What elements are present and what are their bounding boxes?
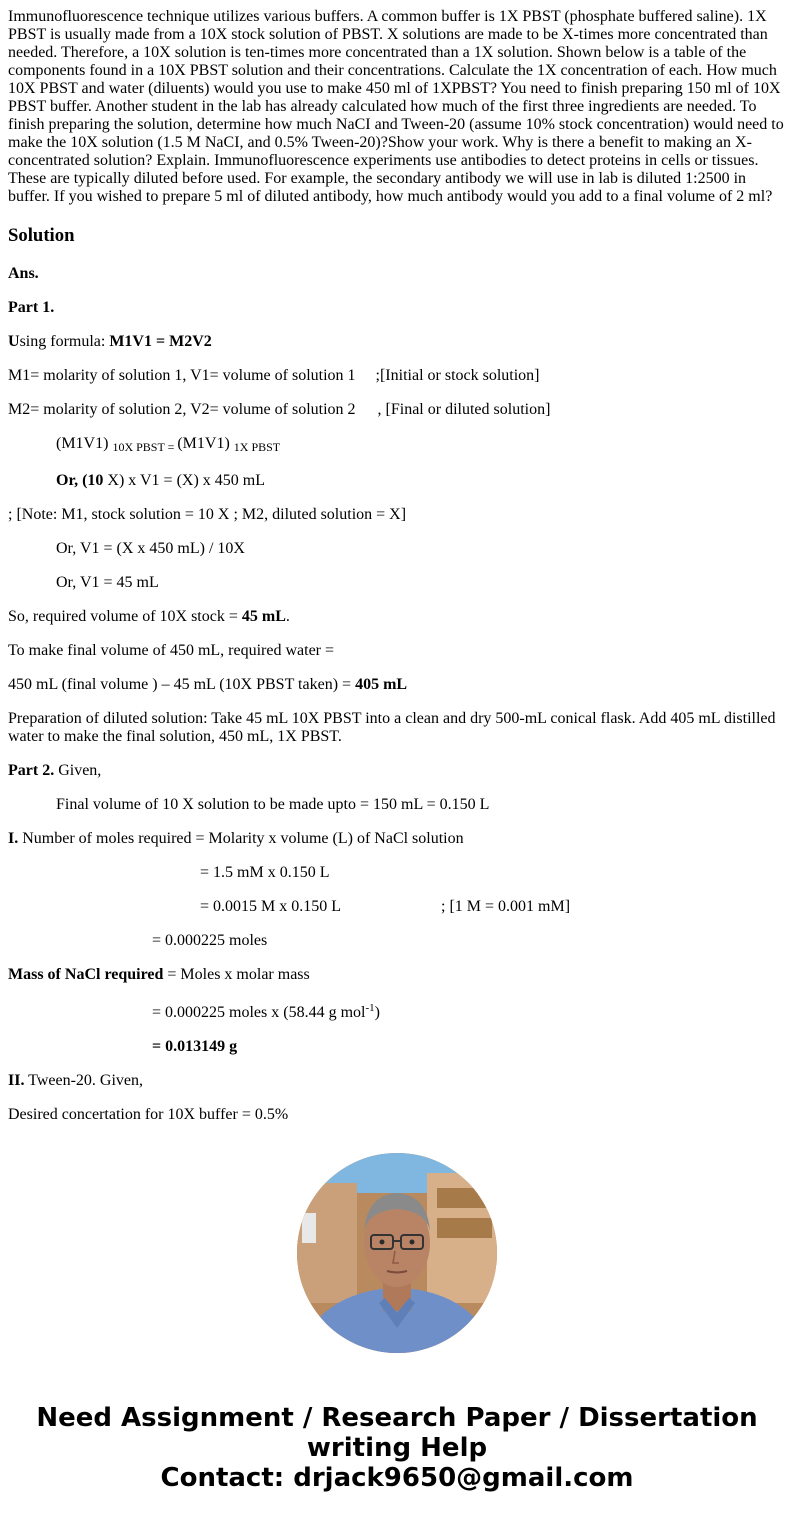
note-line: ; [Note: M1, stock solution = 10 X ; M2, diluted solution = X] bbox=[8, 506, 407, 523]
mass-result-line bbox=[8, 1038, 786, 1056]
question-text: Immunofluorescence technique utilizes various buffers. A common buffer is 1X PBST (phosphate buffered saline). 1X PBST is usually made from a 10X stock solution of PBST. X solutions are made to be X-times more concentrated than needed. Therefore, a 10X solution is ten-times more concentrated than a 1X solution. Shown below is a table of the components found in a 10X PBST solution and their concentrations. Calculate the 1X concentration of each. How much 10X PBST and water (diluents) would you use to make 450 ml of 1XPBST? You need to finish preparing 150 ml of 10X PBST buffer. Another student in the lab has already calculated how much of the first three ingredients are needed. To finish preparing the solution, determine how much NaCI and Tween-20 (assume 10% stock concentration) would need to make the 10X solution (1.5 M NaCI, and 0.5% Tween-20)?Show your work. Why is there a benefit to making an X-concentrated solution? Explain. Immunofluorescence experiments use antibodies to detect proteins in cells or tissues. These are typically diluted before used. For example, the secondary antibody we will use in lab is diluted 1:2500 in buffer. If you wished to prepare 5 ml of diluted antibody, how much antibody would you add to a final volume of 2 ml? bbox=[8, 8, 784, 205]
part2-label: Part 2. bbox=[8, 762, 55, 779]
formula-line bbox=[8, 333, 786, 351]
stock-text: So, required volume of 10X stock = bbox=[8, 608, 242, 625]
footer-line-3: Contact: drjack9650@gmail.com bbox=[160, 1463, 634, 1493]
equation-1 bbox=[8, 435, 786, 456]
tween-heading bbox=[8, 1072, 786, 1090]
footer-banner bbox=[0, 1403, 794, 1493]
eq1-left-sub: 10X PBST = bbox=[112, 440, 178, 454]
eq1-right: (M1V1) bbox=[177, 435, 234, 452]
mass-result: 0.013149 g bbox=[165, 1038, 238, 1055]
answer-label bbox=[8, 265, 786, 283]
calc-line-3: = 0.000225 moles bbox=[152, 932, 268, 949]
part2-given: Given, bbox=[54, 762, 102, 779]
calc2-text: = 0.0015 M x 0.150 L bbox=[200, 898, 342, 915]
m1-text: M1= molarity of solution 1, V1= volume of solution 1 bbox=[8, 367, 356, 384]
document-body bbox=[8, 8, 786, 1140]
m1-note: ;[Initial or stock solution] bbox=[375, 367, 540, 384]
footer-line-1: Need Assignment / Research Paper / Dissertation bbox=[36, 1403, 758, 1433]
moles-text: Number of moles required = Molarity x volume (L) of NaCl solution bbox=[18, 830, 464, 847]
final-volume-line: Final volume of 10 X solution to be made upto = 150 mL = 0.150 L bbox=[56, 796, 490, 813]
mass-label: Mass of NaCl required bbox=[8, 966, 164, 983]
avatar-photo bbox=[297, 1153, 497, 1353]
stock-volume-line bbox=[8, 608, 786, 626]
m1-definition bbox=[8, 367, 786, 385]
formula: M1V1 = M2V2 bbox=[109, 333, 212, 350]
formula-lead: sing formula: bbox=[19, 333, 110, 350]
part1-label: Part 1. bbox=[8, 299, 55, 316]
water-calc-line bbox=[8, 676, 786, 694]
moles-line bbox=[8, 830, 786, 848]
solution-heading: Solution bbox=[8, 225, 75, 246]
equation-2 bbox=[8, 472, 786, 490]
calc-line-1: = 1.5 mM x 0.150 L bbox=[200, 864, 330, 881]
eq2-bold: Or, (10 bbox=[56, 472, 108, 489]
stock-end: . bbox=[285, 608, 290, 625]
eq2-rest: X) x V1 = (X) x 450 mL bbox=[107, 472, 266, 489]
m2-note: , [Final or diluted solution] bbox=[377, 401, 551, 418]
eq1-left: (M1V1) bbox=[56, 435, 113, 452]
water-intro: To make final volume of 450 mL, required water = bbox=[8, 642, 335, 659]
tween-text: Tween-20. Given, bbox=[24, 1072, 144, 1089]
preparation-text: Preparation of diluted solution: Take 45 mL 10X PBST into a clean and dry 500-mL conical flask. Add 405 mL distilled water to make the final solution, 450 mL, 1X PBST. bbox=[8, 710, 776, 745]
mass-calc-line bbox=[8, 1004, 786, 1022]
calc2-note: ; [1 M = 0.001 mM] bbox=[441, 898, 571, 915]
mass-text: = Moles x molar mass bbox=[163, 966, 310, 983]
eq1-right-sub: 1X PBST bbox=[233, 440, 281, 454]
mass-calc: = 0.000225 moles x (58.44 g mol bbox=[152, 1004, 366, 1021]
part2-heading bbox=[8, 762, 786, 780]
equation-4: Or, V1 = 45 mL bbox=[56, 574, 159, 591]
equation-3: Or, V1 = (X x 450 mL) / 10X bbox=[56, 540, 245, 557]
m2-definition bbox=[8, 401, 786, 419]
water-calc: 450 mL (final volume ) – 45 mL (10X PBST taken) = bbox=[8, 676, 356, 693]
footer-line-2: writing Help bbox=[306, 1433, 488, 1463]
m2-text: M2= molarity of solution 2, V2= volume of solution 2 bbox=[8, 401, 356, 418]
formula-lead-bold: U bbox=[8, 333, 20, 350]
mass-close: ) bbox=[374, 1004, 380, 1021]
water-value: 405 mL bbox=[355, 676, 408, 693]
stock-value: 45 mL bbox=[241, 608, 286, 625]
roman-i-label: I. bbox=[8, 830, 19, 847]
roman-ii-label: II. bbox=[8, 1072, 25, 1089]
avatar bbox=[297, 1153, 497, 1353]
mass-eq: = bbox=[152, 1038, 166, 1055]
mass-line bbox=[8, 966, 786, 984]
mass-sup: -1 bbox=[365, 1002, 375, 1014]
calc-line-2 bbox=[8, 898, 786, 916]
ans-label: Ans. bbox=[8, 265, 39, 282]
part1-heading bbox=[8, 299, 786, 317]
tween-line: Desired concertation for 10X buffer = 0.5% bbox=[8, 1106, 289, 1123]
